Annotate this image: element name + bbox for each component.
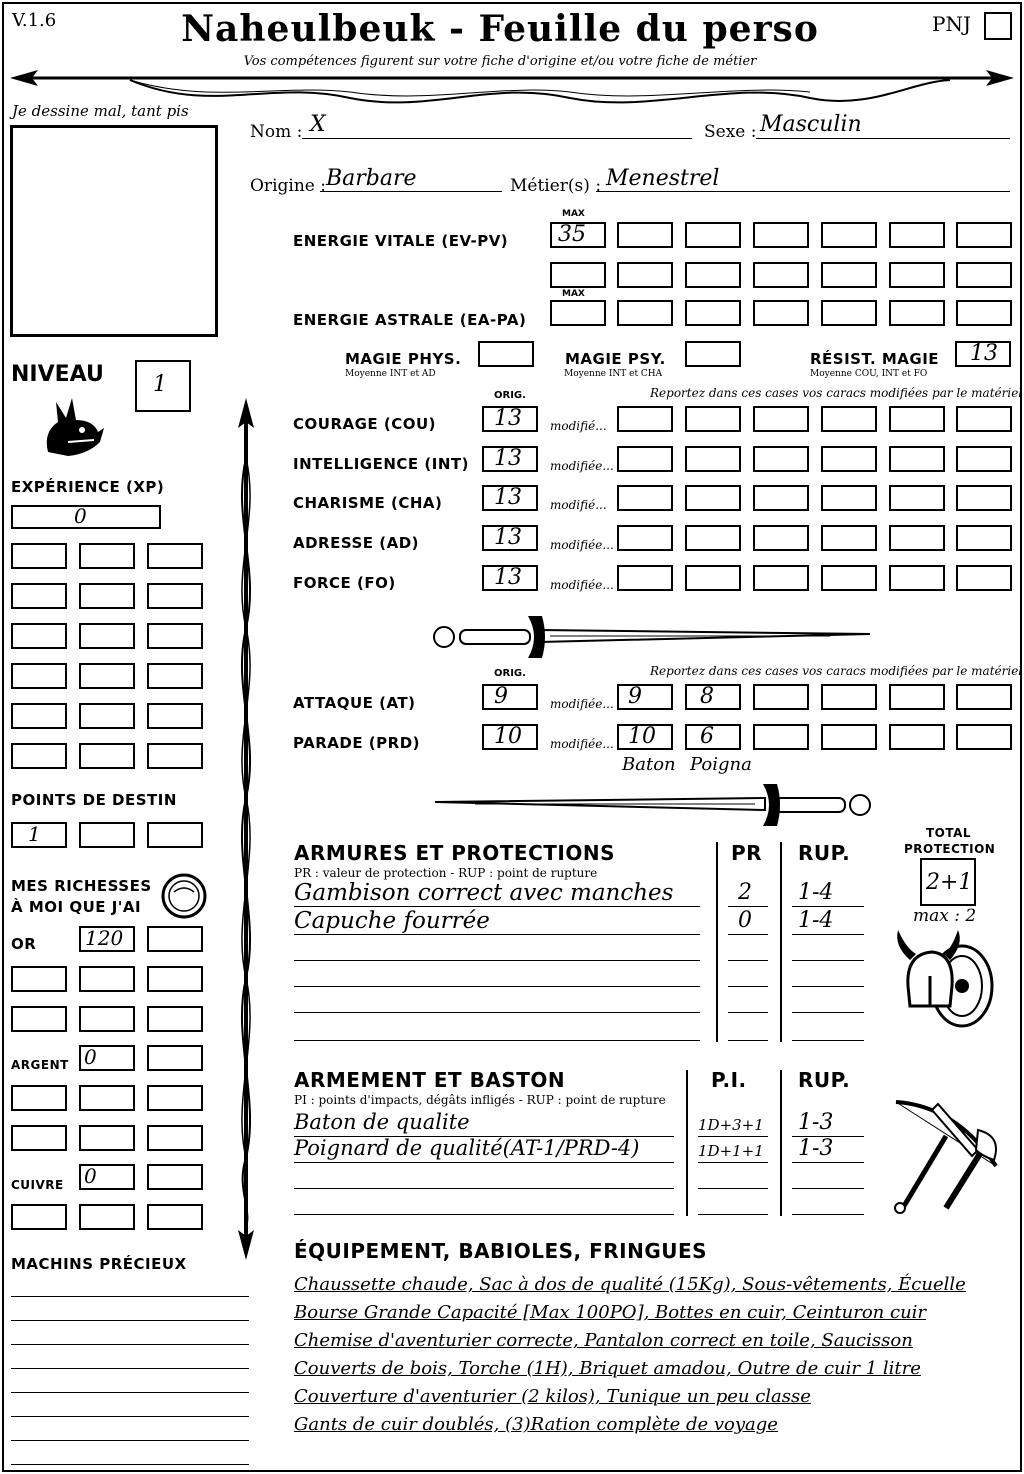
armor-row-line[interactable] [294,1012,700,1013]
stat-label: COURAGE (COU) [293,415,437,433]
xp-box-r1-3[interactable] [147,543,203,569]
weapon-col-1: Baton [622,754,676,775]
portrait-box[interactable] [10,125,218,337]
xp-box-r4-2[interactable] [79,663,135,689]
weapon-name: Poignard de qualité(AT-1/PRD-4) [294,1136,640,1160]
combat-mod-box-5[interactable] [889,684,945,710]
stat-mod-box-6[interactable] [956,565,1012,591]
ev-box-5[interactable] [889,222,945,248]
weapon-rup: 1-3 [798,1110,834,1135]
ev-box-2[interactable] [685,222,741,248]
stat-mod-box-4[interactable] [821,565,877,591]
magie-psy-label: MAGIE PSY. [565,350,666,368]
equipment-title: ÉQUIPEMENT, BABIOLES, FRINGUES [294,1239,708,1263]
xp-box-r4-3[interactable] [147,663,203,689]
destin-box-2[interactable] [79,822,135,848]
stat-mod-box-6[interactable] [956,485,1012,511]
richesses-label-2: À MOI QUE J'AI [11,898,142,916]
armor-pr: 2 [738,880,752,905]
metier-line [596,191,1010,192]
armor-name: Capuche fourrée [294,908,490,934]
xp-box-r3-1[interactable] [11,623,67,649]
combat-value-2: 6 [700,724,714,749]
ea-max-box[interactable] [550,300,606,326]
combat-label: ATTAQUE (AT) [293,694,416,712]
ev-extra-box-2[interactable] [617,262,673,288]
niveau-label: NIVEAU [11,362,104,387]
stats-report-note: Reportez dans ces cases vos caracs modifiées par le matériel [650,386,1023,400]
ea-box-5[interactable] [889,300,945,326]
stat-mod-box-4[interactable] [821,525,877,551]
ev-box-6[interactable] [956,222,1012,248]
armor-col-divider [716,842,718,1042]
ea-box-3[interactable] [753,300,809,326]
combat-mod-label: modifiée... [550,697,614,711]
combat-mod-box-4[interactable] [821,684,877,710]
helmet-shield-icon [888,926,1000,1034]
argent-value: 0 [84,1045,97,1069]
combat-mod-box-1[interactable] [617,684,673,710]
argent-extra-box-r1-2[interactable] [79,1085,135,1111]
combat-label: PARADE (PRD) [293,734,421,752]
cuivre-extra-box-3[interactable] [147,1204,203,1230]
niveau-value: 1 [153,372,167,397]
stat-mod-box-3[interactable] [753,525,809,551]
equipment-line[interactable]: Couverture d'aventurier (2 kilos), Tunique un peu classe [294,1386,811,1407]
stat-orig-value: 13 [494,485,522,510]
combat-mod-box-6[interactable] [956,684,1012,710]
stat-mod-label: modifiée... [550,578,614,592]
sword-divider-bottom [430,780,875,830]
stat-mod-box-1[interactable] [617,446,673,472]
pnj-label: PNJ [932,12,971,36]
xp-box-r1-2[interactable] [79,543,135,569]
stat-orig-value: 13 [494,565,522,590]
armor-row-line[interactable] [294,960,700,961]
ea-label: ENERGIE ASTRALE (EA-PA) [293,311,527,329]
stat-mod-box-5[interactable] [889,485,945,511]
weapon-pi-line[interactable] [698,1214,768,1215]
stat-mod-box-5[interactable] [889,565,945,591]
stat-mod-box-5[interactable] [889,446,945,472]
armor-pr-line[interactable] [728,960,768,961]
weapon-name: Baton de qualite [294,1110,470,1134]
or-extra-box-r1-2[interactable] [79,966,135,992]
magie-psy-sub: Moyenne INT et CHA [564,369,663,379]
machins-line[interactable] [11,1296,249,1297]
xp-box-r3-3[interactable] [147,623,203,649]
xp-value: 0 [74,504,87,528]
ea-box-2[interactable] [685,300,741,326]
magie-phys-box[interactable] [478,341,534,367]
combat-mod-label: modifiée... [550,737,614,751]
weapon-rup-line[interactable] [792,1214,864,1215]
combat-value-2: 8 [700,684,714,709]
page-subtitle: Vos compétences figurent sur votre fiche d'origine et/ou votre fiche de métier [243,54,757,69]
weapons-rup-header: RUP. [798,1068,851,1092]
armor-row-line[interactable] [294,986,700,987]
combat-orig-box[interactable] [482,684,538,710]
nom-line [302,138,692,139]
stat-mod-label: modifiée... [550,538,614,552]
cuivre-box-2[interactable] [147,1164,203,1190]
argent-extra-box-r2-3[interactable] [147,1125,203,1151]
or-extra-box-r1-3[interactable] [147,966,203,992]
stat-mod-label: modifié... [550,419,607,433]
argent-extra-box-r2-1[interactable] [11,1125,67,1151]
armor-rup-line[interactable] [792,906,864,907]
combat-orig-value: 9 [494,684,508,709]
armor-rup-line[interactable] [792,934,864,935]
combat-orig-label: ORIG. [494,668,526,679]
combat-mod-box-6[interactable] [956,724,1012,750]
xp-box-r5-3[interactable] [147,703,203,729]
weapon-pi: 1D+3+1 [698,1116,764,1134]
machins-line[interactable] [11,1464,249,1465]
stat-orig-value: 13 [494,446,522,471]
armor-row-line[interactable] [294,934,700,935]
weapons-pi-header: P.I. [711,1068,747,1092]
stat-mod-box-1[interactable] [617,406,673,432]
armor-pr-line[interactable] [728,934,768,935]
armor-row-line[interactable] [294,906,700,907]
stat-mod-label: modifié... [550,498,607,512]
machins-line[interactable] [11,1368,249,1369]
or-box-2[interactable] [147,926,203,952]
weapons-col-divider [686,1070,688,1216]
xp-box-r1-1[interactable] [11,543,67,569]
machins-line[interactable] [11,1320,249,1321]
weapon-pi: 1D+1+1 [698,1142,764,1160]
weapon-rup: 1-3 [798,1136,834,1161]
weapons-note: PI : points d'impacts, dégâts infligés - RUP : point de rupture [294,1093,666,1107]
stat-mod-box-6[interactable] [956,446,1012,472]
destin-label: POINTS DE DESTIN [11,791,177,809]
stat-mod-box-3[interactable] [753,565,809,591]
ev-extra-box-7[interactable] [956,262,1012,288]
machins-label: MACHINS PRÉCIEUX [11,1255,187,1273]
ev-box-1[interactable] [617,222,673,248]
ev-label: ENERGIE VITALE (EV-PV) [293,232,509,250]
pnj-checkbox[interactable] [984,12,1012,40]
argent-extra-box-r1-3[interactable] [147,1085,203,1111]
stats-orig-label: ORIG. [494,390,526,401]
total-protection-label-1: TOTAL [926,826,972,840]
weapon-rup-line[interactable] [792,1188,864,1189]
stat-mod-box-2[interactable] [685,525,741,551]
ea-box-1[interactable] [617,300,673,326]
weapons-icon [886,1096,1006,1214]
sexe-line [756,138,1010,139]
spear-vertical [226,398,266,1260]
xp-box-r5-1[interactable] [11,703,67,729]
stat-mod-box-5[interactable] [889,406,945,432]
destin-value: 1 [28,822,41,846]
armor-rup-header: RUP. [798,841,851,865]
combat-value-1: 10 [628,724,656,749]
resist-magie-label: RÉSIST. MAGIE [810,350,940,368]
resist-magie-value: 13 [970,341,998,366]
or-label: OR [11,935,37,953]
armor-rup-line[interactable] [792,1040,864,1041]
argent-label: ARGENT [11,1058,69,1072]
stat-mod-box-6[interactable] [956,525,1012,551]
armor-pr-header: PR [731,841,763,865]
equipment-line[interactable]: Chemise d'aventurier correcte, Pantalon correct en toile, Saucisson [294,1330,913,1351]
sexe-label: Sexe : [704,122,757,142]
destin-box-3[interactable] [147,822,203,848]
ea-box-6[interactable] [956,300,1012,326]
machins-line[interactable] [11,1392,249,1393]
origine-label: Origine : [250,176,326,196]
xp-box-r5-2[interactable] [79,703,135,729]
metier-label: Métier(s) : [510,176,602,196]
argent-box-2[interactable] [147,1045,203,1071]
equipment-line[interactable]: Couverts de bois, Torche (1H), Briquet amadou, Outre de cuir 1 litre [294,1358,921,1379]
weapon-row-line[interactable] [294,1214,674,1215]
combat-mod-box-4[interactable] [821,724,877,750]
xp-box-r3-2[interactable] [79,623,135,649]
stat-mod-box-3[interactable] [753,485,809,511]
weapon-pi-line[interactable] [698,1136,768,1137]
metier-value[interactable]: Menestrel [606,166,720,191]
origine-line [320,191,502,192]
stat-label: INTELLIGENCE (INT) [293,455,469,473]
stat-mod-box-1[interactable] [617,525,673,551]
origine-value[interactable]: Barbare [326,166,417,191]
armor-rup: 1-4 [798,908,834,933]
page-title: Naheulbeuk - Feuille du perso [181,8,819,50]
ev-extra-box-1[interactable] [550,262,606,288]
machins-line[interactable] [11,1440,249,1441]
xp-box-r6-2[interactable] [79,743,135,769]
combat-report-note: Reportez dans ces cases vos caracs modifiées par le matériel [650,664,1023,678]
stat-mod-box-4[interactable] [821,406,877,432]
ev-extra-box-5[interactable] [821,262,877,288]
stat-label: CHARISME (CHA) [293,494,443,512]
resist-magie-sub: Moyenne COU, INT et FO [810,369,928,379]
weapon-pi-line[interactable] [698,1188,768,1189]
armor-rup-line[interactable] [792,960,864,961]
equipment-line[interactable]: Chaussette chaude, Sac à dos de qualité (15Kg), Sous-vêtements, Écuelle [294,1274,966,1295]
armor-note: PR : valeur de protection - RUP : point de rupture [294,866,598,880]
xp-box-r2-3[interactable] [147,583,203,609]
armor-rup-line[interactable] [792,986,864,987]
armor-col-divider-2 [780,842,782,1042]
cuivre-extra-box-2[interactable] [79,1204,135,1230]
or-extra-box-r2-3[interactable] [147,1006,203,1032]
equipment-line[interactable]: Bourse Grande Capacité [Max 100PO], Bottes en cuir, Ceinturon cuir [294,1302,927,1323]
magie-psy-box[interactable] [685,341,741,367]
equipment-line[interactable]: Gants de cuir doublés, (3)Ration complète de voyage [294,1414,778,1435]
combat-mod-box-3[interactable] [753,684,809,710]
combat-orig-value: 10 [494,724,522,749]
cuivre-label: CUIVRE [11,1178,64,1192]
ev-extra-box-6[interactable] [889,262,945,288]
armor-pr-line[interactable] [728,1040,768,1041]
armor-pr: 0 [738,908,752,933]
stat-mod-box-4[interactable] [821,485,877,511]
weapon-col-2: Poigna [690,754,752,775]
combat-mod-box-5[interactable] [889,724,945,750]
weapon-row-line[interactable] [294,1162,674,1163]
weapons-title: ARMEMENT ET BASTON [294,1068,566,1092]
sexe-value[interactable]: Masculin [760,112,862,137]
or-extra-box-r2-1[interactable] [11,1006,67,1032]
ev-extra-box-4[interactable] [753,262,809,288]
stat-mod-box-3[interactable] [753,406,809,432]
armor-pr-line[interactable] [728,906,768,907]
weapon-row-line[interactable] [294,1188,674,1189]
stat-mod-box-5[interactable] [889,525,945,551]
stat-mod-box-6[interactable] [956,406,1012,432]
sword-divider-top [430,612,875,662]
xp-box-r6-1[interactable] [11,743,67,769]
ea-max-label: MAX [562,289,585,299]
argent-extra-box-r2-2[interactable] [79,1125,135,1151]
total-protection-label-2: PROTECTION [904,842,996,856]
armor-title: ARMURES ET PROTECTIONS [294,841,615,865]
xp-box-r2-1[interactable] [11,583,67,609]
cuivre-extra-box-1[interactable] [11,1204,67,1230]
stat-mod-box-2[interactable] [685,406,741,432]
coin-icon [160,872,208,920]
stat-mod-box-1[interactable] [617,565,673,591]
ea-box-4[interactable] [821,300,877,326]
stat-mod-box-2[interactable] [685,565,741,591]
version-label: V.1.6 [12,10,57,31]
stat-mod-box-1[interactable] [617,485,673,511]
weapons-col-divider-2 [780,1070,782,1216]
ev-box-4[interactable] [821,222,877,248]
machins-line[interactable] [11,1416,249,1417]
ev-extra-box-3[interactable] [685,262,741,288]
armor-pr-line[interactable] [728,986,768,987]
stat-mod-box-3[interactable] [753,446,809,472]
cuivre-value: 0 [84,1164,97,1188]
xp-label: EXPÉRIENCE (XP) [11,478,165,496]
ev-max-value: 35 [558,222,586,247]
richesses-label-1: MES RICHESSES [11,877,152,895]
magie-phys-sub: Moyenne INT et AD [345,369,436,379]
combat-mod-box-3[interactable] [753,724,809,750]
stat-orig-value: 13 [494,525,522,550]
magie-phys-label: MAGIE PHYS. [345,350,462,368]
armor-pr-line[interactable] [728,1012,768,1013]
dragon-icon [38,392,108,462]
armor-row-line[interactable] [294,1040,700,1041]
xp-box-r6-3[interactable] [147,743,203,769]
xp-box-r4-1[interactable] [11,663,67,689]
or-value: 120 [85,926,124,950]
stat-mod-label: modifiée... [550,459,614,473]
stat-orig-value: 13 [494,406,522,431]
stat-label: ADRESSE (AD) [293,534,420,552]
argent-extra-box-r1-1[interactable] [11,1085,67,1111]
xp-box-r2-2[interactable] [79,583,135,609]
stat-label: FORCE (FO) [293,574,396,592]
nom-label: Nom : [250,122,303,142]
machins-line[interactable] [11,1344,249,1345]
combat-value-1: 9 [628,684,642,709]
stat-mod-box-4[interactable] [821,446,877,472]
weapon-rup-line[interactable] [792,1162,864,1163]
nom-value[interactable]: X [310,112,326,137]
portrait-caption: Je dessine mal, tant pis [12,102,189,120]
armor-name: Gambison correct avec manches [294,880,674,906]
max-protection-note: max : 2 [913,906,977,926]
armor-rup-line[interactable] [792,1012,864,1013]
ev-box-3[interactable] [753,222,809,248]
stat-mod-box-2[interactable] [685,446,741,472]
or-extra-box-r2-2[interactable] [79,1006,135,1032]
armor-rup: 1-4 [798,880,834,905]
ev-max-label: MAX [562,209,585,219]
weapon-pi-line[interactable] [698,1162,768,1163]
or-extra-box-r1-1[interactable] [11,966,67,992]
stat-mod-box-2[interactable] [685,485,741,511]
total-protection-value: 2+1 [926,870,973,895]
